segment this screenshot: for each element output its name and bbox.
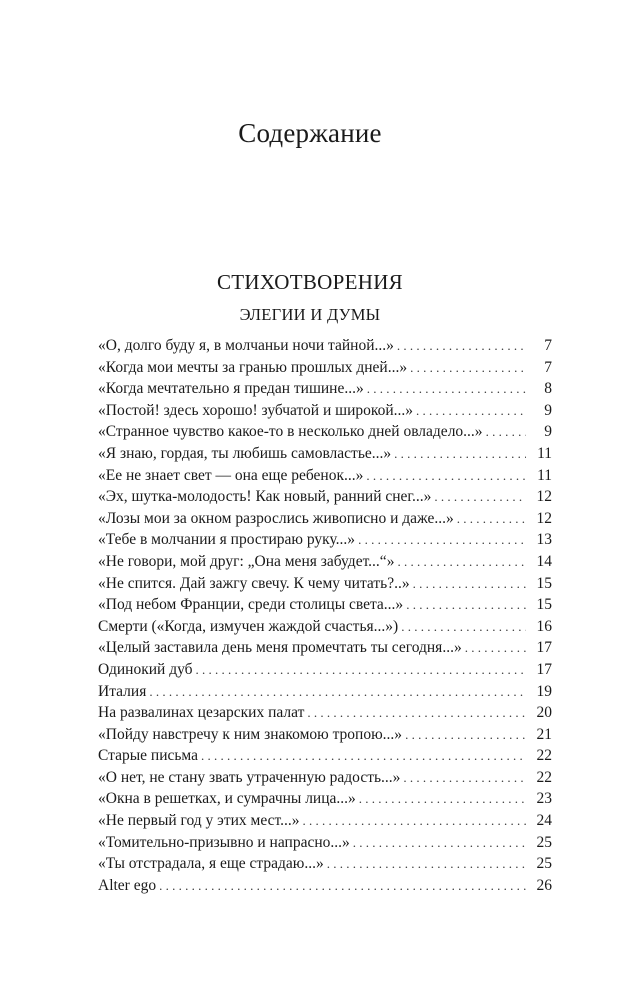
dot-leader bbox=[406, 597, 526, 613]
dot-leader bbox=[397, 554, 526, 570]
toc-entry-page: 11 bbox=[537, 466, 552, 484]
toc-entry-page: 20 bbox=[536, 704, 552, 722]
toc-entry-title: «Когда мои мечты за гранью прошлых дней...» bbox=[98, 358, 408, 376]
toc-entry-title: «Постой! здесь хорошо! зубчатой и широкой...» bbox=[98, 401, 414, 419]
toc-entry bbox=[98, 769, 552, 791]
toc-entry bbox=[98, 877, 552, 899]
toc-entry-page: 19 bbox=[536, 682, 552, 700]
toc-entry-page: 26 bbox=[536, 876, 552, 894]
toc-entry-page: 9 bbox=[544, 401, 552, 419]
toc-entry-page: 22 bbox=[536, 768, 552, 786]
toc-entry bbox=[98, 596, 552, 618]
toc-entry-title: Смерти («Когда, измучен жаждой счастья...») bbox=[98, 617, 399, 635]
table-of-contents bbox=[98, 337, 552, 898]
dot-leader bbox=[327, 856, 526, 872]
dot-leader bbox=[410, 360, 526, 376]
dot-leader bbox=[403, 770, 526, 786]
toc-entry-title: «Не говори, мой друг: „Она меня забудет...“» bbox=[98, 552, 395, 570]
toc-entry bbox=[98, 855, 552, 877]
toc-entry bbox=[98, 467, 552, 489]
toc-entry-page: 17 bbox=[536, 639, 552, 657]
toc-entry bbox=[98, 445, 552, 467]
toc-entry-title: «Когда мечтательно я предан тишине...» bbox=[98, 380, 364, 398]
section-title: СТИХОТВОРЕНИЯ bbox=[216, 270, 403, 294]
toc-entry bbox=[98, 423, 552, 445]
toc-entry-page: 16 bbox=[536, 617, 552, 635]
toc-entry-title: «Целый заставила день меня промечтать ты сегодня...» bbox=[98, 639, 462, 657]
dot-leader bbox=[353, 835, 526, 851]
dot-leader bbox=[302, 813, 526, 829]
toc-entry-page: 25 bbox=[536, 855, 552, 873]
toc-entry-page: 15 bbox=[536, 574, 552, 592]
dot-leader bbox=[401, 619, 526, 635]
toc-entry bbox=[98, 790, 552, 812]
toc-entry-page: 14 bbox=[536, 552, 552, 570]
toc-entry bbox=[98, 380, 552, 402]
toc-entry bbox=[98, 812, 552, 834]
toc-entry-page: 23 bbox=[536, 790, 552, 808]
dot-leader bbox=[486, 424, 526, 440]
toc-entry-page: 12 bbox=[536, 509, 552, 527]
toc-entry-title: «О, долго буду я, в молчаньи ночи тайной...» bbox=[98, 337, 394, 354]
toc-entry-page: 15 bbox=[536, 596, 552, 614]
toc-entry-title: Alter ego bbox=[98, 876, 157, 894]
toc-entry-title: «Лозы мои за окном разрослись живописно и даже...» bbox=[98, 509, 454, 527]
dot-leader bbox=[359, 791, 526, 807]
toc-entry bbox=[98, 618, 552, 640]
toc-entry bbox=[98, 661, 552, 683]
toc-entry bbox=[98, 704, 552, 726]
dot-leader bbox=[434, 489, 526, 505]
toc-entry-page: 25 bbox=[536, 833, 552, 851]
toc-entry-title: «Окна в решетках, и сумрачны лица...» bbox=[98, 790, 356, 808]
toc-entry bbox=[98, 510, 552, 532]
toc-entry-title: «Томительно-призывно и напрасно...» bbox=[98, 833, 350, 851]
dot-leader bbox=[201, 748, 526, 764]
dot-leader bbox=[413, 576, 526, 592]
toc-entry bbox=[98, 747, 552, 769]
toc-entry-title: «Не первый год у этих мест...» bbox=[98, 812, 300, 830]
toc-entry-title: «Ты отстрадала, я еще страдаю...» bbox=[98, 855, 324, 873]
toc-entry-title: Одинокий дуб bbox=[98, 660, 193, 678]
dot-leader bbox=[196, 662, 526, 678]
dot-leader bbox=[149, 684, 526, 700]
toc-entry-title: «Под небом Франции, среди столицы света...» bbox=[98, 596, 404, 614]
toc-entry bbox=[98, 337, 552, 359]
toc-entry-title: «О нет, не стану звать утраченную радость...» bbox=[98, 768, 401, 786]
toc-entry bbox=[98, 683, 552, 705]
dot-leader bbox=[397, 338, 526, 354]
toc-entry-title: «Эх, шутка-молодость! Как новый, ранний снег...» bbox=[98, 488, 432, 506]
page-title: Содержание bbox=[238, 118, 382, 148]
toc-entry bbox=[98, 531, 552, 553]
toc-entry bbox=[98, 488, 552, 510]
toc-entry-page: 13 bbox=[536, 531, 552, 549]
dot-leader bbox=[416, 403, 526, 419]
toc-entry-page: 7 bbox=[544, 337, 552, 354]
toc-entry-title: «Я знаю, гордая, ты любишь самовластье...» bbox=[98, 444, 392, 462]
toc-entry-title: Старые письма bbox=[98, 747, 199, 765]
subsection-title: ЭЛЕГИИ И ДУМЫ bbox=[239, 305, 381, 324]
dot-leader bbox=[405, 727, 526, 743]
dot-leader bbox=[307, 705, 526, 721]
toc-entry-title: «Не спится. Дай зажгу свечу. К чему читать?..» bbox=[98, 574, 410, 592]
toc-entry bbox=[98, 639, 552, 661]
toc-entry-page: 7 bbox=[544, 358, 552, 376]
dot-leader bbox=[394, 446, 526, 462]
toc-entry bbox=[98, 359, 552, 381]
toc-entry-page: 22 bbox=[536, 747, 552, 765]
toc-entry-title: «Ее не знает свет — она еще ребенок...» bbox=[98, 466, 364, 484]
toc-entry-title: Италия bbox=[98, 682, 147, 700]
toc-entry bbox=[98, 553, 552, 575]
toc-entry bbox=[98, 575, 552, 597]
dot-leader bbox=[465, 640, 526, 656]
toc-entry-page: 11 bbox=[537, 444, 552, 462]
dot-leader bbox=[358, 532, 526, 548]
toc-entry-page: 8 bbox=[544, 380, 552, 398]
toc-entry-page: 9 bbox=[544, 423, 552, 441]
toc-entry-title: «Странное чувство какое-то в несколько дней овладело...» bbox=[98, 423, 483, 441]
toc-entry-page: 24 bbox=[536, 812, 552, 830]
dot-leader bbox=[159, 878, 526, 894]
dot-leader bbox=[367, 381, 526, 397]
dot-leader bbox=[457, 511, 526, 527]
toc-entry bbox=[98, 834, 552, 856]
toc-entry-title: «Пойду навстречу к ним знакомою тропою...» bbox=[98, 725, 403, 743]
toc-entry-page: 12 bbox=[536, 488, 552, 506]
toc-entry-title: На развалинах цезарских палат bbox=[98, 704, 305, 722]
dot-leader bbox=[366, 468, 526, 484]
toc-entry bbox=[98, 726, 552, 748]
toc-entry-page: 17 bbox=[536, 660, 552, 678]
toc-entry-title: «Тебе в молчании я простираю руку...» bbox=[98, 531, 356, 549]
toc-entry-page: 21 bbox=[536, 725, 552, 743]
toc-entry bbox=[98, 402, 552, 424]
